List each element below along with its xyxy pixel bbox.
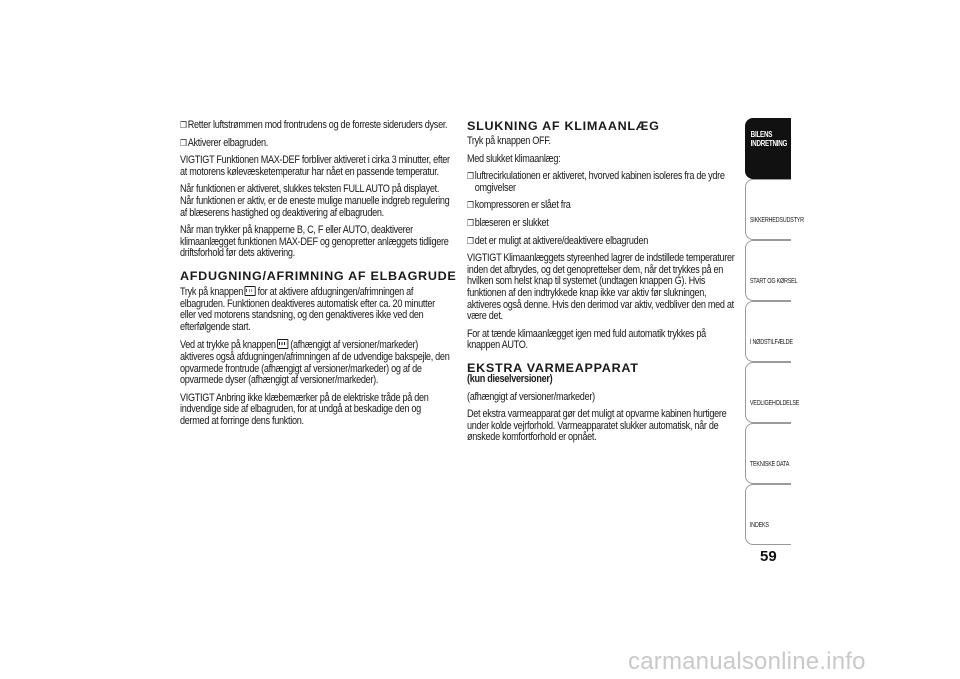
section-heading: EKSTRA VARMEAPPARAT (467, 360, 639, 375)
tab-label: I NØDSTILFÆLDE (749, 339, 793, 346)
bullet-text: luftrecirkulationen er aktiveret, hvorved kabinen isoleres fra de ydre omgivelser (474, 170, 725, 194)
bullet-item (467, 236, 739, 248)
tab-label: START OG KØRSEL (749, 278, 798, 285)
tab-tekniske-data[interactable] (745, 423, 791, 484)
tab-indeks[interactable] (745, 484, 791, 545)
tab-label: VEDLIGEHOLDELSE (749, 400, 800, 407)
tab-i-nodstilfaelde[interactable] (745, 301, 791, 362)
paragraph-text: Ved at trykke på knappen (180, 339, 276, 352)
paragraph (180, 339, 452, 386)
paragraph-text: (afhængigt af versioner/markeder) aktiveres også afdugningen/afrimningen af de udvendige bakspejle, den opvarmede frontrude (afhængigt af versioner/markeder) og af de opvarmede dyser (afhængigt af versioner/markeder). (180, 339, 450, 387)
tab-label: SIKKERHEDSUDSTYR (749, 217, 804, 224)
paragraph: VIGTIGT Klimaanlæggets styreenhed lagrer de indstillede temperaturer inden det afbrydes, og det genoprettelser dem, når det trykkes på en hvilken som helst knap til systemet (undtagen knappen G). Hvis funktionen af den indtrykkede knap ikke var aktiv før slukningen, aktiveres også denne. Hvis den derimod var aktiv, vedbliver den med at være det. (467, 252, 735, 323)
tab-label: INDEKS (749, 522, 769, 529)
bullet-item (180, 120, 452, 132)
checkbox-bullet-icon: ❒ (180, 120, 187, 130)
left-column (180, 119, 457, 433)
checkbox-bullet-icon: ❒ (467, 217, 474, 228)
bullet-text: det er muligt at aktivere/deaktivere elbagruden (474, 234, 648, 247)
rear-window-defrost-icon (245, 286, 256, 296)
paragraph (180, 286, 452, 333)
section-subheading: (kun dieselversioner) (467, 372, 553, 385)
paragraph: Med slukket klimaanlæg: (467, 152, 561, 165)
tab-sikkerhedsudstyr[interactable] (745, 179, 804, 240)
rear-window-defrost-icon (277, 339, 288, 349)
bullet-text: Aktiverer elbagruden. (187, 136, 269, 149)
tab-start-og-korsel[interactable] (745, 240, 798, 301)
version-note: (afhængigt af versioner/markeder) (467, 390, 595, 403)
tab-bilens-indretning[interactable] (745, 118, 791, 179)
bullet-text: Retter luftstrømmen mod frontrudens og de forreste sideruders dyser. (187, 119, 448, 131)
paragraph: Når funktionen er aktiveret, slukkes teksten FULL AUTO på displayet. Når funktionen er aktiv, er de eneste mulige manuelle indgreb regulering af blæserens hastighed og deaktivering af elbagruden. (180, 183, 450, 219)
important-note: VIGTIGT Funktionen MAX-DEF forbliver aktiveret i cirka 3 minutter, efter at motorens kølevæsketemperatur har nået en passende temperatur. (180, 154, 450, 178)
tab-label: BILENS INDRETNING (750, 130, 788, 148)
section-heading: AFDUGNING/AFRIMNING AF ELBAGRUDE (180, 268, 457, 283)
paragraph: Tryk på knappen OFF. (467, 135, 551, 147)
bullet-item (467, 218, 739, 230)
paragraph: For at tænde klimaanlægget igen med fuld automatik trykkes på knappen AUTO. (467, 327, 706, 352)
bullet-text: kompressoren er slået fra (474, 199, 571, 212)
bullet-item (180, 138, 452, 150)
bullet-text: blæseren er slukket (474, 216, 549, 229)
paragraph-text: Tryk på knappen (180, 285, 244, 298)
page-number: 59 (760, 548, 777, 565)
checkbox-bullet-icon: ❒ (180, 137, 187, 148)
bullet-item (467, 200, 739, 212)
paragraph: Det ekstra varmeapparat gør det muligt at opvarme kabinen hurtigere under kolde vejrforhold. Varmeapparatet slukker automatisk, når de ønskede komfortforhold er opnået. (467, 408, 727, 444)
chapter-tabs (745, 118, 804, 543)
bullet-item (467, 171, 739, 194)
watermark: carmanualsonline.info (628, 648, 866, 675)
checkbox-bullet-icon: ❒ (467, 235, 474, 246)
tab-vedligeholdelse[interactable] (745, 362, 800, 423)
checkbox-bullet-icon: ❒ (467, 171, 474, 182)
section-heading: SLUKNING AF KLIMAANLÆG (467, 119, 660, 133)
important-note: VIGTIGT Anbring ikke klæbemærker på de elektriske tråde på den indvendige side af elbagruden, for at undgå at beskadige den og dermed at forringe dens funktion. (180, 391, 429, 427)
tab-label: TEKNISKE DATA (749, 461, 790, 468)
right-column (467, 120, 739, 450)
paragraph-text: for at aktivere afdugningen/afrimningen af elbagruden. Funktionen deaktiveres automatisk efter ca. 20 minutter eller ved motorens standsning, og den genaktiveres ikke ved den efterfølgende start. (180, 285, 435, 333)
paragraph: Når man trykker på knapperne B, C, F eller AUTO, deaktiverer klimaanlægget funktionen MAX-DEF og genopretter anlæggets tidligere driftsforhold før dets aktivering. (180, 224, 449, 260)
checkbox-bullet-icon: ❒ (467, 200, 474, 211)
